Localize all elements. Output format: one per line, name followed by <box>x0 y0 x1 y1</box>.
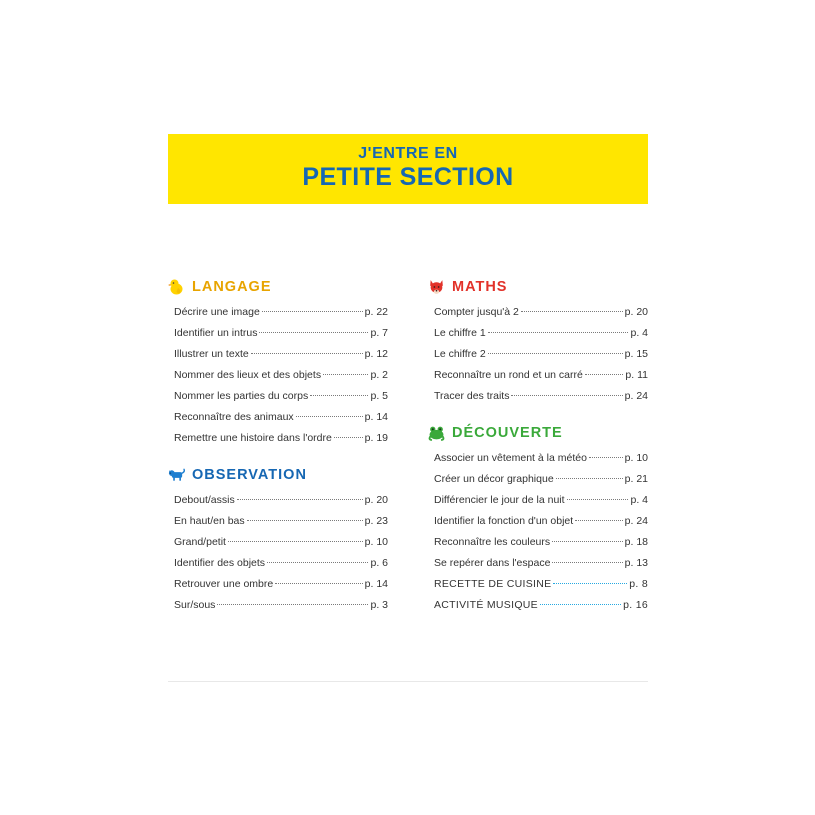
toc-entry-label: Remettre une histoire dans l'ordre <box>174 432 332 444</box>
toc-entry[interactable] <box>168 348 388 360</box>
section-decouverte-entries <box>428 452 648 569</box>
section-maths <box>428 278 648 402</box>
dot-leader <box>267 562 368 563</box>
dot-leader <box>251 353 363 354</box>
dot-leader <box>247 520 363 521</box>
extra-link-page: p. 8 <box>629 578 648 590</box>
dot-leader <box>310 395 368 396</box>
toc-entry-page: p. 12 <box>364 348 388 360</box>
toc-entry-page: p. 13 <box>624 557 648 569</box>
toc-entry-label: Le chiffre 2 <box>434 348 486 360</box>
toc-entry-label: Nommer des lieux et des objets <box>174 369 322 381</box>
frog-icon <box>428 424 445 442</box>
toc-entry-label: Grand/petit <box>174 536 226 548</box>
toc-entry-label: Retrouver une ombre <box>174 578 274 590</box>
dot-leader <box>488 353 623 354</box>
toc-entry[interactable] <box>428 515 648 527</box>
toc-entry[interactable] <box>428 473 648 485</box>
dot-leader <box>323 374 368 375</box>
dot-leader <box>228 541 363 542</box>
toc-entry-label: Le chiffre 1 <box>434 327 486 339</box>
section-langage-header <box>168 278 388 296</box>
section-decouverte-header <box>428 424 648 442</box>
toc-entry-page: p. 6 <box>370 557 388 569</box>
toc-entry[interactable] <box>168 536 388 548</box>
toc-entry-label: Identifier la fonction d'un objet <box>434 515 574 527</box>
toc-entry-page: p. 20 <box>364 494 388 506</box>
section-observation <box>168 466 388 611</box>
extra-link-label: ACTIVITÉ MUSIQUE <box>434 599 538 611</box>
toc-entry[interactable] <box>168 578 388 590</box>
toc-entry-label: Identifier des objets <box>174 557 266 569</box>
dot-leader <box>589 457 623 458</box>
banner-line-2: PETITE SECTION <box>302 163 514 192</box>
toc-entry-label: Différencier le jour de la nuit <box>434 494 565 506</box>
section-observation-entries <box>168 494 388 611</box>
toc-entry[interactable] <box>168 411 388 423</box>
section-observation-header <box>168 466 388 484</box>
dot-leader <box>552 562 622 563</box>
toc-entry[interactable] <box>168 515 388 527</box>
toc-entry-label: Sur/sous <box>174 599 216 611</box>
toc-entry-label: En haut/en bas <box>174 515 245 527</box>
dog-icon <box>168 466 185 484</box>
dot-leader <box>521 311 623 312</box>
toc-entry[interactable] <box>428 494 648 506</box>
dot-leader <box>334 437 363 438</box>
section-decouverte <box>428 424 648 569</box>
toc-entry-label: Debout/assis <box>174 494 235 506</box>
toc-entry-page: p. 24 <box>624 390 648 402</box>
toc-entry[interactable] <box>428 369 648 381</box>
dot-leader <box>567 499 629 500</box>
toc-entry-page: p. 4 <box>630 494 648 506</box>
toc-entry[interactable] <box>168 390 388 402</box>
toc-entry-label: Reconnaître les couleurs <box>434 536 551 548</box>
toc-entry-label: Se repérer dans l'espace <box>434 557 551 569</box>
fox-icon <box>428 278 445 296</box>
toc-entry[interactable] <box>168 557 388 569</box>
section-maths-entries <box>428 306 648 402</box>
toc-entry-page: p. 23 <box>364 515 388 527</box>
extra-link-page: p. 16 <box>623 599 648 611</box>
toc-entry-page: p. 7 <box>370 327 388 339</box>
section-maths-header <box>428 278 648 296</box>
toc-entry-page: p. 21 <box>624 473 648 485</box>
toc-entry[interactable] <box>168 432 388 444</box>
toc-entry[interactable] <box>428 390 648 402</box>
toc-entry-label: Créer un décor graphique <box>434 473 554 485</box>
toc-columns <box>168 278 648 620</box>
toc-entry-page: p. 5 <box>370 390 388 402</box>
dot-leader <box>217 604 368 605</box>
toc-entry-page: p. 10 <box>624 452 648 464</box>
toc-entry-label: Identifier un intrus <box>174 327 258 339</box>
toc-column-right <box>428 278 648 620</box>
dot-leader <box>296 416 363 417</box>
toc-entry-page: p. 24 <box>624 515 648 527</box>
toc-entry[interactable] <box>168 306 388 318</box>
toc-entry-label: Tracer des traits <box>434 390 510 402</box>
toc-column-left <box>168 278 388 620</box>
toc-entry-page: p. 14 <box>364 578 388 590</box>
banner-line-1: J'ENTRE EN <box>358 144 458 162</box>
section-langage-entries <box>168 306 388 444</box>
toc-entry-page: p. 10 <box>364 536 388 548</box>
toc-entry-page: p. 4 <box>630 327 648 339</box>
section-langage-title: LANGAGE <box>192 279 272 295</box>
dot-leader <box>575 520 622 521</box>
toc-entry-page: p. 14 <box>364 411 388 423</box>
toc-entry[interactable] <box>168 369 388 381</box>
toc-entry-page: p. 3 <box>370 599 388 611</box>
dot-leader <box>259 332 368 333</box>
section-decouverte-title: DÉCOUVERTE <box>452 425 563 441</box>
toc-entry-page: p. 11 <box>625 369 648 381</box>
dot-leader <box>556 478 623 479</box>
toc-entry[interactable] <box>428 306 648 318</box>
toc-entry[interactable] <box>428 327 648 339</box>
extra-link-label: RECETTE DE CUISINE <box>434 578 552 590</box>
toc-entry[interactable] <box>428 348 648 360</box>
toc-entry[interactable] <box>168 327 388 339</box>
toc-entry-label: Reconnaître un rond et un carré <box>434 369 583 381</box>
dot-leader <box>540 604 621 605</box>
dot-leader <box>553 583 627 584</box>
toc-entry-label: Compter jusqu'à 2 <box>434 306 519 318</box>
dot-leader <box>262 311 363 312</box>
dot-leader <box>237 499 363 500</box>
toc-entry-label: Associer un vêtement à la météo <box>434 452 587 464</box>
title-banner <box>168 134 648 204</box>
toc-entry-label: Reconnaître des animaux <box>174 411 294 423</box>
dot-leader <box>552 541 622 542</box>
toc-entry[interactable] <box>428 536 648 548</box>
dot-leader <box>511 395 622 396</box>
toc-entry-page: p. 18 <box>624 536 648 548</box>
toc-entry-label: Illustrer un texte <box>174 348 249 360</box>
section-langage <box>168 278 388 444</box>
toc-entry-page: p. 19 <box>364 432 388 444</box>
toc-entry[interactable] <box>168 494 388 506</box>
toc-entry[interactable] <box>168 599 388 611</box>
duck-icon <box>168 278 185 296</box>
dot-leader <box>275 583 362 584</box>
toc-entry-label: Décrire une image <box>174 306 260 318</box>
extra-link-music[interactable] <box>428 599 648 611</box>
toc-entry[interactable] <box>428 452 648 464</box>
dot-leader <box>585 374 624 375</box>
toc-entry-page: p. 20 <box>624 306 648 318</box>
dot-leader <box>488 332 629 333</box>
bottom-divider <box>168 681 648 682</box>
toc-entry-page: p. 22 <box>364 306 388 318</box>
toc-entry-page: p. 15 <box>624 348 648 360</box>
toc-entry[interactable] <box>428 557 648 569</box>
toc-entry-label: Nommer les parties du corps <box>174 390 309 402</box>
extra-link-recipe[interactable] <box>428 578 648 590</box>
section-maths-title: MATHS <box>452 279 508 295</box>
section-observation-title: OBSERVATION <box>192 467 307 483</box>
toc-entry-page: p. 2 <box>370 369 388 381</box>
extra-links <box>428 578 648 611</box>
